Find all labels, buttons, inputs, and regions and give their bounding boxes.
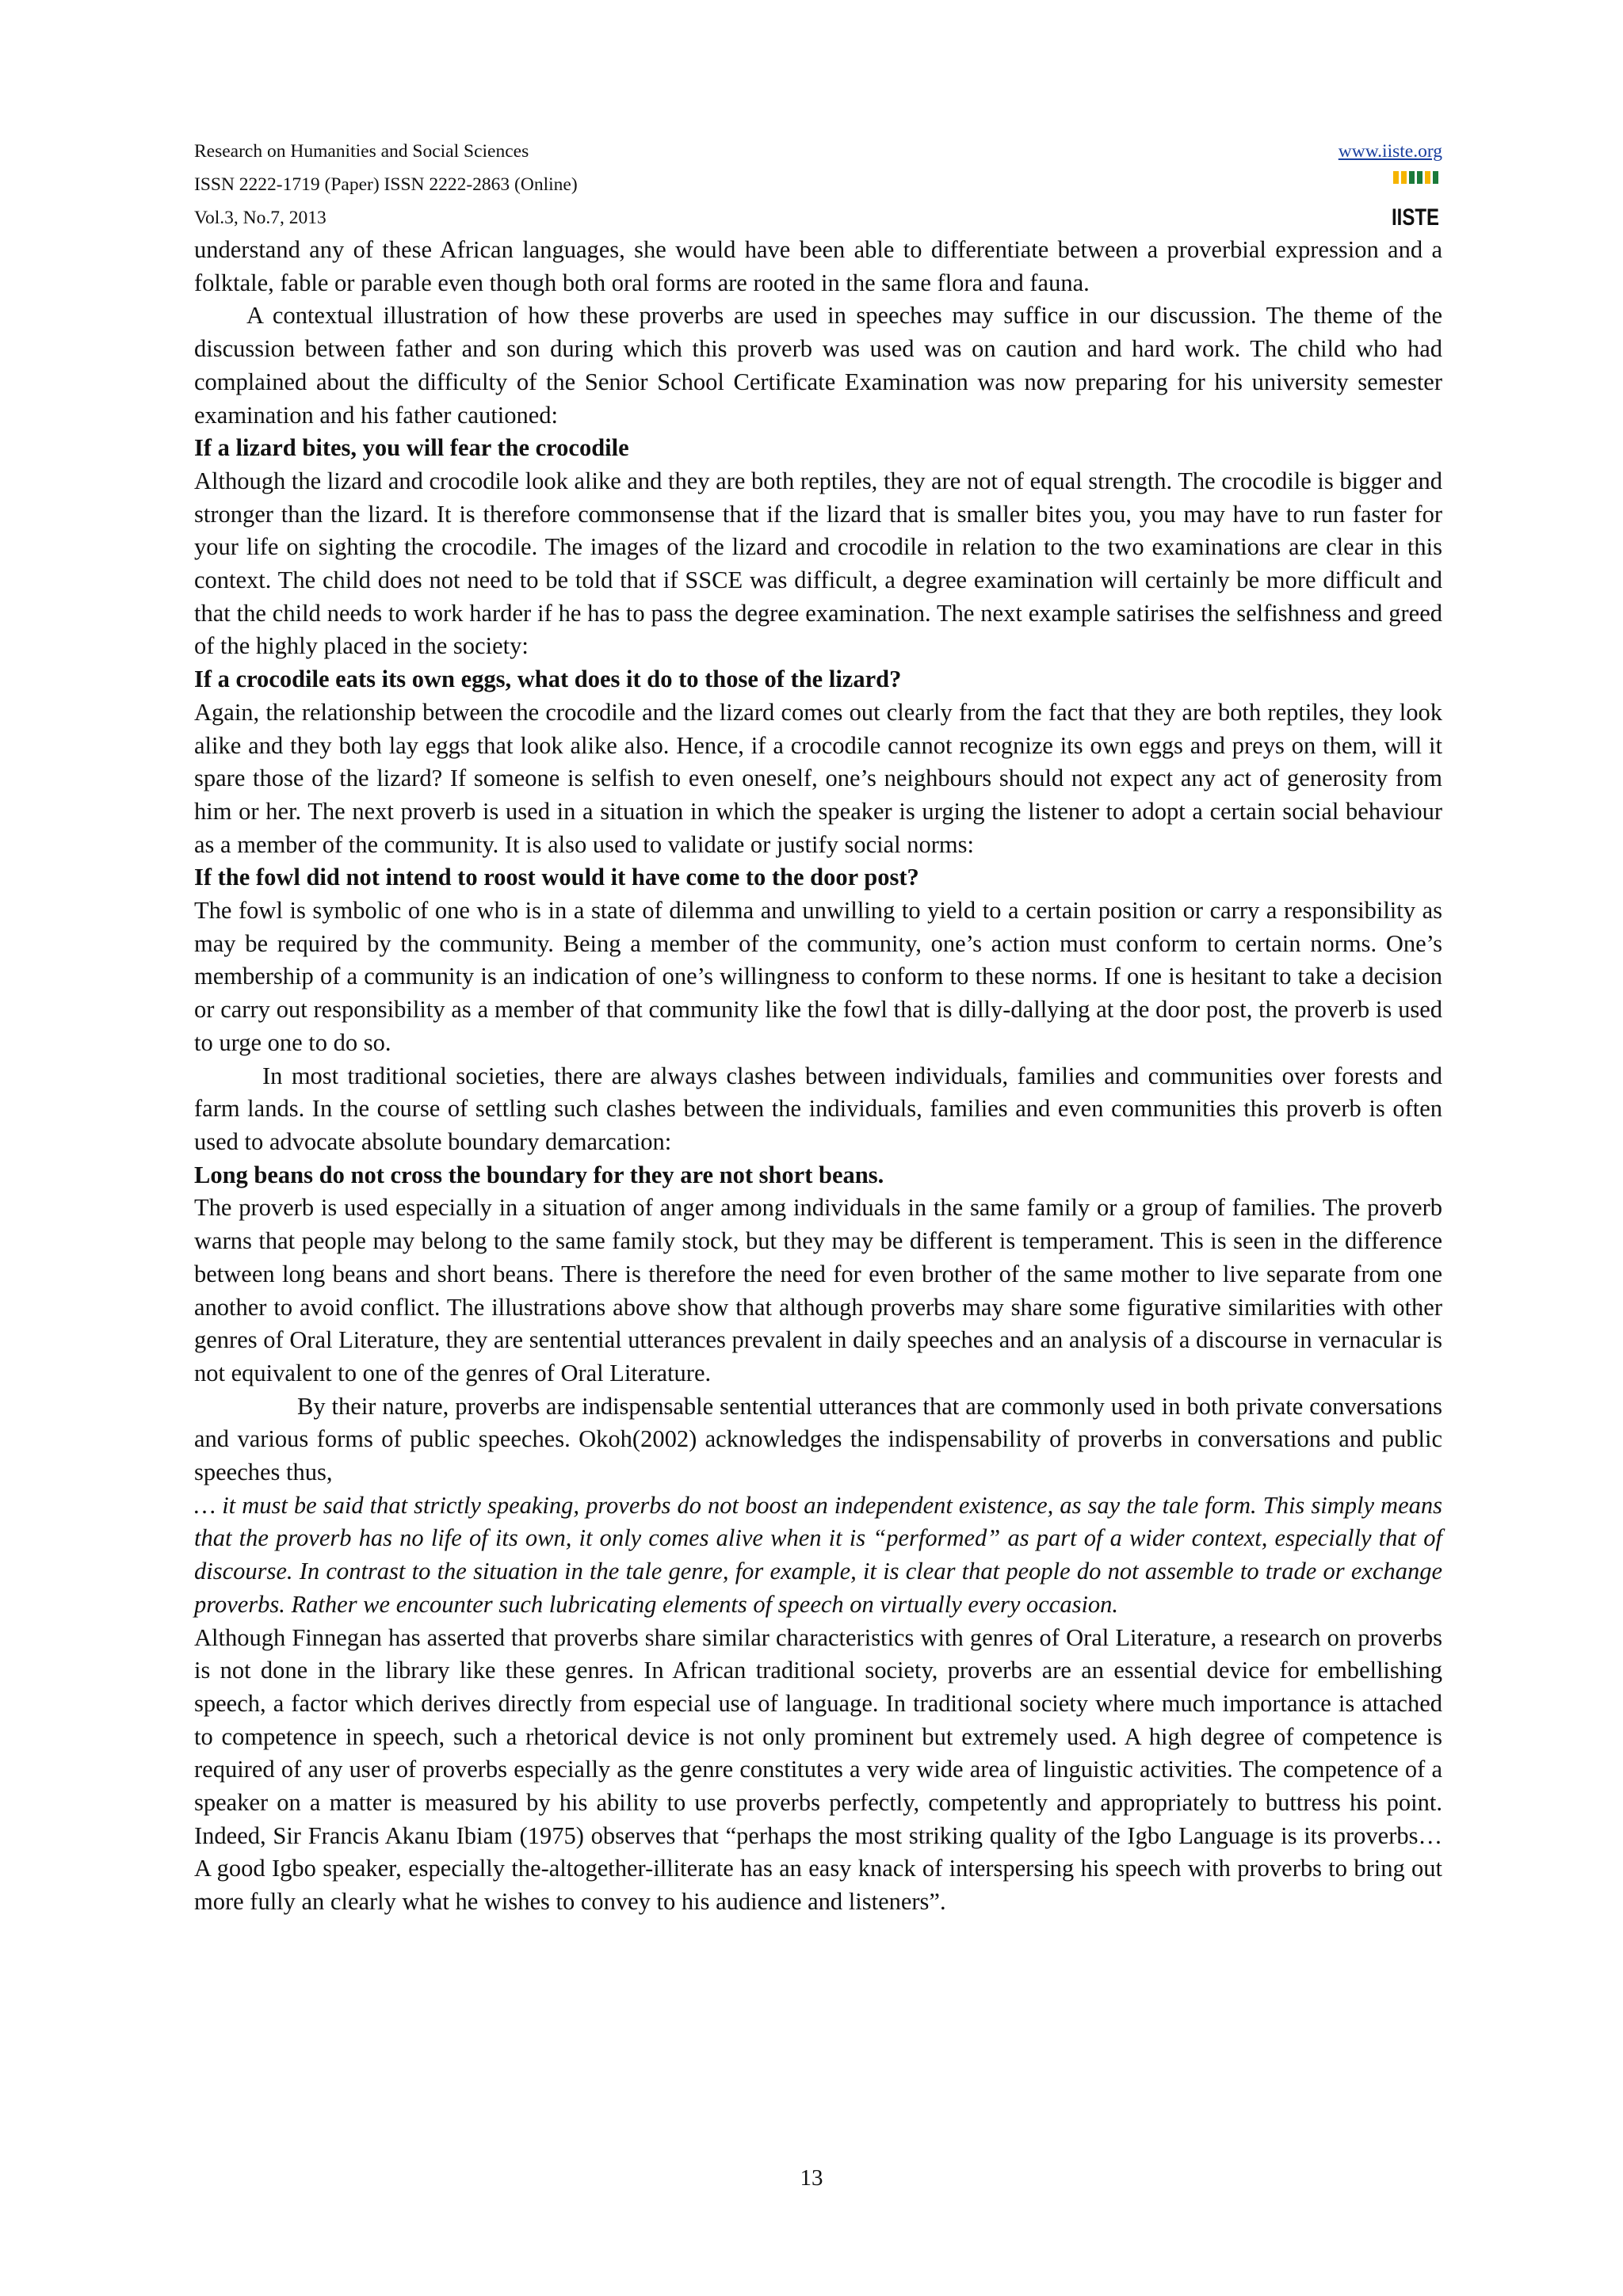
website-link[interactable]: www.iiste.org bbox=[1338, 141, 1442, 162]
paragraph: Although the lizard and crocodile look alike and they are both reptiles, they are not of equal strength. The crocodile is bigger and stronger than the lizard. It is therefore commonsense that if the lizard that is smaller bites you, you may have to run faster for your life on sighting the crocodile. The images of the lizard and crocodile in relation to the two examinations are clear in this context. The child does not need to be told that if SSCE was difficult, a degree examination will certainly be more difficult and that the child needs to work harder if he has to pass the degree examination. The next example satirises the selfishness and greed of the highly placed in the society: bbox=[194, 467, 1442, 660]
journal-title: Research on Humanities and Social Sciences bbox=[194, 141, 529, 162]
block-quote: … it must be said that strictly speaking, proverbs do not boost an independent existence, as say the tale form. This simply means that the proverb has no life of its own, it only comes alive when it is “performed” as part of a wider context, especially that of discourse. In contrast to the situation in the tale genre, for example, it is clear that people do not assemble to trade or exchange proverbs. Rather we encounter such lubricating elements of speech on virtually every occasion. bbox=[194, 1491, 1442, 1618]
page-number: 13 bbox=[800, 2165, 823, 2191]
paragraph: Although Finnegan has asserted that proverbs share similar characteristics with genres of Oral Literature, a research on proverbs is not done in the library like these genres. In African traditional society, proverbs are an essential device for embellishing speech, a factor which derives directly from especial use of language. In traditional society where much importance is attached to competence in speech, such a rhetorical device is not only prominent but extremely used. A high degree of competence is required of any user of proverbs especially as the genre constitutes a very wide area of linguistic activities. The competence of a speaker on a matter is measured by his ability to use proverbs perfectly, competently and appropriately to buttress his point. Indeed, Sir Francis Akanu Ibiam (1975) observes that “perhaps the most striking quality of the Igbo Language is its proverbs… A good Igbo speaker, especially the-altogether-illiterate has an easy knack of interspersing his speech with proverbs to bring out more fully an clearly what he wishes to convey to his audience and listeners”. bbox=[194, 1623, 1442, 1916]
running-header bbox=[194, 135, 1442, 234]
paragraph: Again, the relationship between the crocodile and the lizard comes out clearly from the fact that they are both reptiles, they look alike and they both lay eggs that look alike also. Hence, if a crocodile cannot recognize its own eggs and preys on them, will it spare those of the lizard? If someone is selfish to even oneself, one’s neighbours should not expect any act of generosity from him or her. The next proverb is used in a situation in which the speaker is urging the listener to adopt a certain social behaviour as a member of the community. It is also used to validate or justify social norms: bbox=[194, 698, 1442, 858]
proverb-heading: If a crocodile eats its own eggs, what does it do to those of the lizard? bbox=[194, 666, 902, 693]
paragraph: The proverb is used especially in a situation of anger among individuals in the same family or a group of families. The proverb warns that people may belong to the same family stock, but they may be different is temperament. This is seen in the difference between long beans and short beans. There is therefore the need for even brother of the same mother to live separate from one another to avoid conflict. The illustrations above show that although proverbs may share some figurative similarities with other genres of Oral Literature, they are sentential utterances prevalent in daily speeches and an analysis of a discourse in vernacular is not equivalent to one of the genres of Oral Literature. bbox=[194, 1194, 1442, 1386]
journal-volume: Vol.3, No.7, 2013 bbox=[194, 208, 327, 228]
proverb-heading: Long beans do not cross the boundary for they are not short beans. bbox=[194, 1161, 884, 1188]
paragraph: understand any of these African languages, she would have been able to differentiate between a proverbial expression and a folktale, fable or parable even though both oral forms are rooted in the same flora and fauna. bbox=[194, 236, 1442, 296]
svg-text:IISTE: IISTE bbox=[1392, 204, 1439, 231]
paragraph: The fowl is symbolic of one who is in a state of dilemma and unwilling to yield to a certain position or carry a responsibility as may be required by the community. Being a member of the community, one’s action must conform to certain norms. One’s membership of a community is an indication of one’s willingness to conform to these norms. If one is hesitant to take a decision or carry out responsibility as a member of that community like the fowl that is dilly-dallying at the door post, the proverb is used to urge one to do so. bbox=[194, 897, 1442, 1056]
proverb-heading: If the fowl did not intend to roost would it have come to the door post? bbox=[194, 864, 919, 891]
journal-issn: ISSN 2222-1719 (Paper) ISSN 2222-2863 (Online) bbox=[194, 174, 578, 195]
paragraph: In most traditional societies, there are always clashes between individuals, families and communities over forests and farm lands. In the course of settling such clashes between the individuals, families and even communities this proverb is often used to advocate absolute boundary demarcation: bbox=[194, 1062, 1442, 1155]
page bbox=[194, 135, 1442, 1919]
paragraph: A contextual illustration of how these proverbs are used in speeches may suffice in our discussion. The theme of the discussion between father and son during which this proverb was used was on caution and hard work. The child who had complained about the difficulty of the Senior School Certificate Examination was now preparing for his university semester examination and his father cautioned: bbox=[194, 302, 1442, 429]
journal-info bbox=[194, 135, 1442, 235]
proverb-heading: If a lizard bites, you will fear the crocodile bbox=[194, 434, 629, 462]
article-body bbox=[194, 234, 1442, 1919]
paragraph: By their nature, proverbs are indispensable sentential utterances that are commonly used in both private conversations and various forms of public speeches. Okoh(2002) acknowledges the indispensability of proverbs in conversations and public speeches thus, bbox=[194, 1392, 1442, 1486]
iiste-logo-icon bbox=[1390, 170, 1441, 230]
